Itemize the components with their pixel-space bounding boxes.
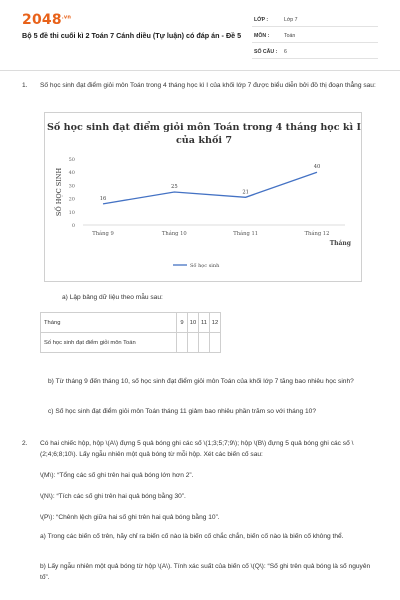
y-tick-label: 40 [68, 170, 75, 177]
document-title: Bộ 5 đề thi cuối kì 2 Toán 7 Cánh diều (Tự luận) có đáp án - Đề 5 [22, 31, 242, 40]
x-tick-label: Tháng 10 [161, 231, 187, 237]
question-1-part-b: b) Từ tháng 9 đến tháng 10, số học sinh đạt điểm giỏi môn Toán của khối lớp 7 tăng bao nhiêu học sinh? [48, 378, 354, 385]
table-cell[interactable] [210, 333, 221, 353]
chart-title: Số học sinh đạt điểm giỏi môn Toán trong 4 tháng học kì I của khối 7 [46, 122, 362, 146]
table-cell[interactable] [188, 333, 199, 353]
data-table [40, 312, 221, 353]
meta-value: Lớp 7 [284, 17, 298, 23]
table-month-11: 11 [199, 313, 210, 333]
table-data-row [41, 333, 221, 353]
meta-row-subject [252, 30, 378, 43]
y-tick-label: 30 [68, 183, 75, 190]
question-2-number: 2. [22, 440, 28, 447]
y-tick-label: 20 [68, 196, 75, 203]
meta-key: LỚP : [254, 17, 269, 23]
data-label: 40 [313, 164, 321, 171]
x-tick-label: Tháng 12 [304, 231, 330, 237]
page-header [0, 0, 400, 62]
x-axis-label: Tháng [329, 240, 351, 247]
x-tick-label: Tháng 11 [233, 231, 259, 237]
document-meta [252, 14, 378, 62]
event-m: \(M\): “Tổng các số ghi trên hai quả bóng lớn hơn 2”. [40, 472, 194, 479]
table-month-10: 10 [188, 313, 199, 333]
header-divider [0, 70, 400, 71]
y-axis-label: SỐ HỌC SINH [55, 167, 63, 217]
event-p: \(P\): “Chênh lệch giữa hai số ghi trên hai quả bóng bằng 10”. [40, 514, 220, 521]
series-line [103, 172, 317, 204]
question-1-intro: Số học sinh đạt điểm giỏi môn Toán trong 4 tháng học kì I của khối lớp 7 được biểu diễn bởi đồ thị đoạn thẳng sau: [40, 82, 376, 89]
question-1-number: 1. [22, 82, 28, 89]
x-tick-label: Tháng 9 [92, 231, 114, 237]
table-month-9: 9 [177, 313, 188, 333]
legend-label: Số học sinh [190, 263, 220, 269]
logo-text: 2048 [22, 12, 62, 28]
table-header-label: Tháng [41, 313, 177, 333]
data-label: 21 [242, 189, 249, 196]
table-month-12: 12 [210, 313, 221, 333]
y-tick-label: 0 [71, 223, 75, 229]
meta-row-question-count [252, 46, 378, 59]
question-2-part-a: a) Trong các biến cố trên, hãy chỉ ra biến cố nào là biến cố chắc chắn, biến cố nào là biến cố không thể. [40, 533, 344, 540]
y-tick-label: 50 [68, 157, 75, 163]
line-chart [44, 112, 362, 282]
chart-svg [45, 113, 363, 283]
meta-value: Toán [284, 33, 296, 39]
logo-suffix: .vn [61, 14, 72, 21]
site-logo[interactable] [22, 12, 71, 28]
meta-key: SỐ CÂU : [254, 49, 278, 55]
data-label: 25 [171, 184, 178, 190]
data-label: 16 [99, 195, 107, 202]
meta-key: MÔN : [254, 33, 270, 39]
table-cell[interactable] [199, 333, 210, 353]
event-n: \(N\): “Tích các số ghi trên hai quả bóng bằng 30”. [40, 493, 186, 500]
y-tick-label: 10 [68, 209, 75, 216]
question-1-part-c: c) Số học sinh đạt điểm giỏi môn Toán tháng 11 giảm bao nhiêu phần trăm so với tháng 10? [48, 408, 316, 415]
table-header-row [41, 313, 221, 333]
table-cell[interactable] [177, 333, 188, 353]
question-2-part-b: b) Lấy ngẫu nhiên một quả bóng từ hộp \(A\). Tính xác suất của biến cố \(Q\): “Số ghi trên quả bóng là số nguyên tố”. [40, 563, 371, 581]
question-1-part-a: a) Lập bảng dữ liệu theo mẫu sau: [62, 294, 163, 301]
meta-value: 6 [284, 49, 287, 55]
meta-row-grade [252, 14, 378, 27]
question-2-intro: Có hai chiếc hộp, hộp \(A\) đựng 5 quả bóng ghi các số \(1;3;5;7;9\); hộp \(B\) đựng 5 quả bóng ghi các số \(2;4;6;8;10\). Lấy ngẫu nhiên một quả bóng từ mỗi hộp. Xét các biến cố sau: [40, 440, 354, 458]
table-row-label: Số học sinh đạt điểm giỏi môn Toán [41, 333, 177, 353]
